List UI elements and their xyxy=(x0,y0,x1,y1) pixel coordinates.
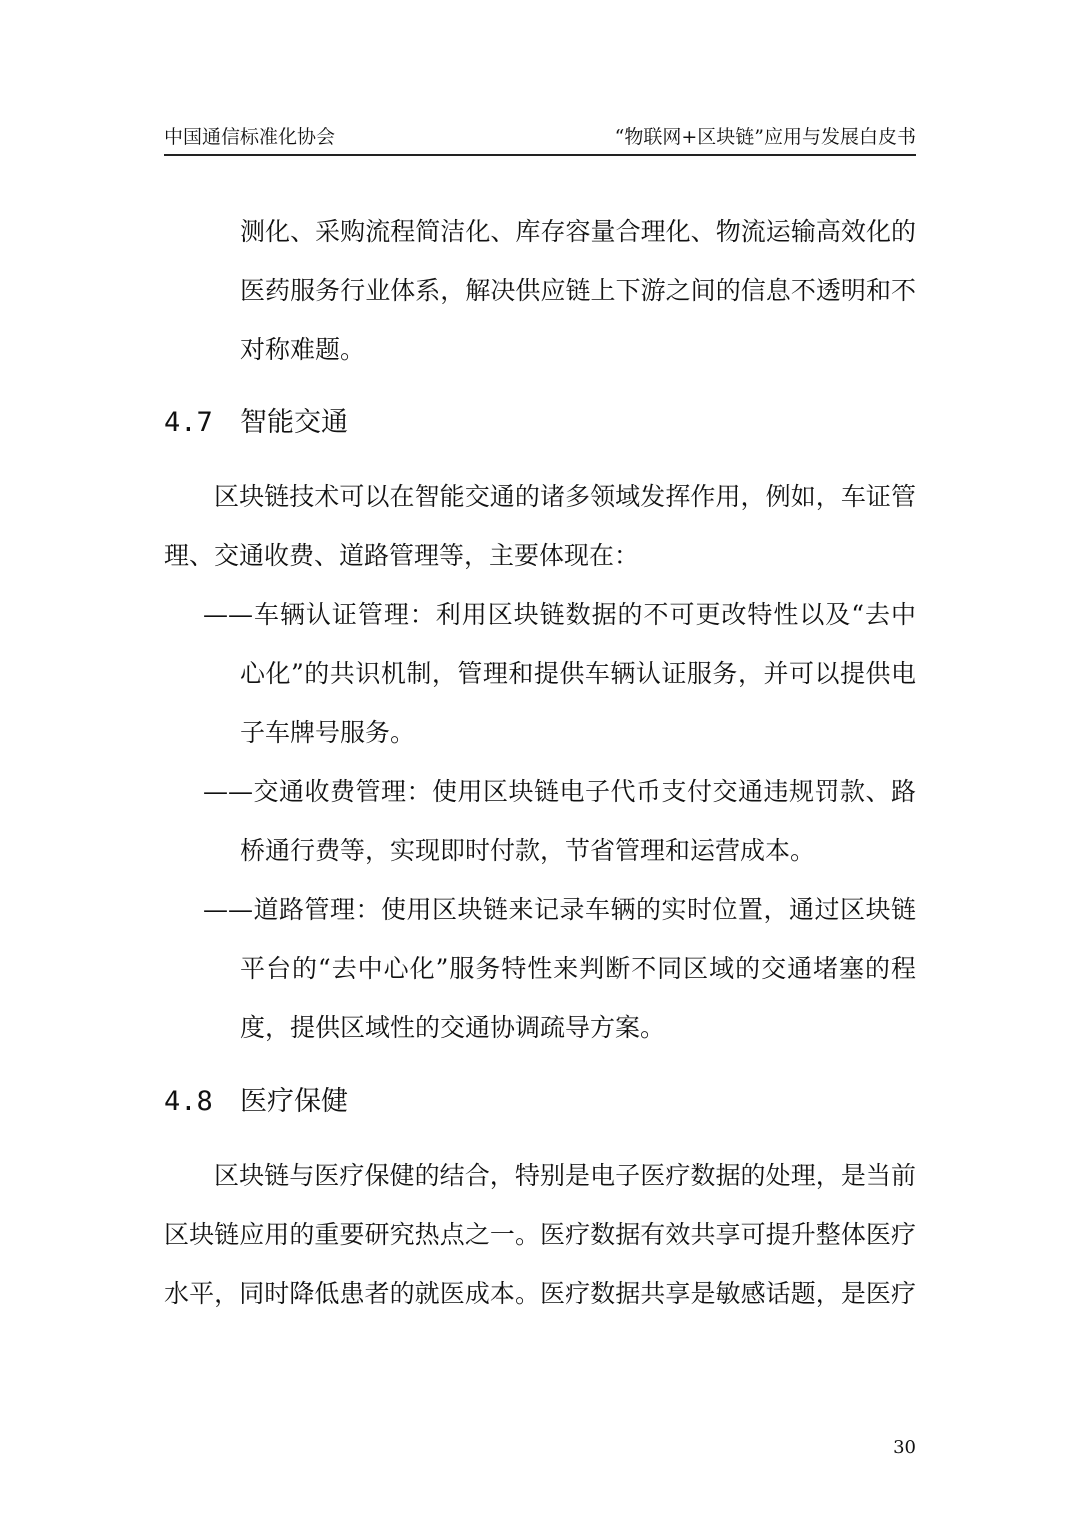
bullet-vehicle-auth-line-1: ——车辆认证管理：利用区块链数据的不可更改特性以及“去中 xyxy=(203,600,916,629)
continuation-line-3: 对称难题。 xyxy=(240,335,366,364)
paragraph-line: 区块链应用的重要研究热点之一。医疗数据有效共享可提升整体医疗 xyxy=(164,1220,916,1249)
bullet-vehicle-auth-line-2: 心化”的共识机制，管理和提供车辆认证服务，并可以提供电 xyxy=(240,659,916,688)
page-number: 30 xyxy=(893,1437,916,1458)
section-heading-4-8 xyxy=(164,1080,348,1124)
continuation-line-2: 医药服务行业体系，解决供应链上下游之间的信息不透明和不 xyxy=(240,276,916,305)
section-number: 4.8 xyxy=(164,1086,213,1117)
bullet-road-line-1: ——道路管理：使用区块链来记录车辆的实时位置，通过区块链 xyxy=(203,895,916,924)
page-header xyxy=(164,120,916,156)
section-title: 智能交通 xyxy=(240,407,348,438)
section-number: 4.7 xyxy=(164,407,213,438)
header-organization: 中国通信标准化协会 xyxy=(164,126,336,148)
paragraph-line: 区块链与医疗保健的结合，特别是电子医疗数据的处理，是当前 xyxy=(214,1161,916,1190)
header-document-title: “物联网+区块链”应用与发展白皮书 xyxy=(614,126,916,148)
bullet-toll-line-2: 桥通行费等，实现即时付款，节省管理和运营成本。 xyxy=(240,836,816,865)
section-heading-4-7 xyxy=(164,401,348,445)
bullet-toll-line-1: ——交通收费管理：使用区块链电子代币支付交通违规罚款、路 xyxy=(203,777,916,806)
paragraph-line: 区块链技术可以在智能交通的诸多领域发挥作用，例如，车证管 xyxy=(214,482,916,511)
section-title: 医疗保健 xyxy=(240,1086,348,1117)
paragraph-line: 理、交通收费、道路管理等，主要体现在： xyxy=(164,541,640,570)
bullet-road-line-2: 平台的“去中心化”服务特性来判断不同区域的交通堵塞的程 xyxy=(240,954,916,983)
paragraph-line: 水平，同时降低患者的就医成本。医疗数据共享是敏感话题，是医疗 xyxy=(164,1279,916,1308)
bullet-vehicle-auth-line-3: 子车牌号服务。 xyxy=(240,718,416,747)
bullet-road-line-3: 度，提供区域性的交通协调疏导方案。 xyxy=(240,1013,666,1042)
continuation-line-1: 测化、采购流程简洁化、库存容量合理化、物流运输高效化的 xyxy=(240,217,916,246)
